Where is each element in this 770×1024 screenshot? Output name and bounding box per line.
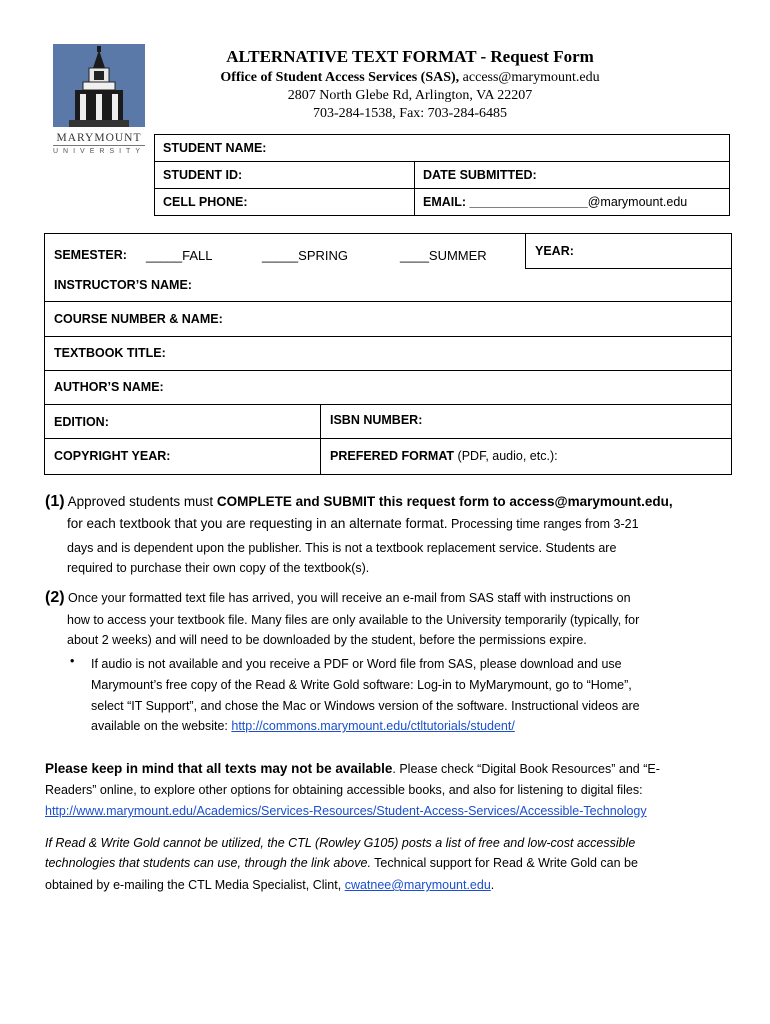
- note-2-italic-b: technologies that students can use, through the link above.: [45, 856, 371, 870]
- row-divider: [44, 370, 732, 371]
- instruction-2-text-a: Once your formatted text file has arrived, you will receive an e-mail from SAS staff with instructions on: [64, 591, 631, 605]
- note-2-end: .: [490, 878, 495, 892]
- preferred-format-label: PREFERED FORMAT: [330, 449, 455, 463]
- year-divider: [525, 233, 526, 269]
- date-submitted-field[interactable]: [414, 161, 730, 189]
- note-1-line-a: [45, 758, 735, 780]
- preferred-format-hint: (PDF, audio, etc.):: [454, 449, 558, 463]
- email-blank: _________________: [469, 195, 588, 209]
- bullet-text-d: available on the website:: [91, 719, 232, 733]
- instruction-1-text-e: days and is dependent upon the publisher. This is not a textbook replacement service. Students are: [67, 541, 617, 555]
- semester-label: SEMESTER:: [54, 248, 127, 262]
- cell-phone-field[interactable]: [154, 188, 415, 216]
- author-name-field[interactable]: AUTHOR’S NAME:: [54, 380, 164, 394]
- semester-summer-option[interactable]: ____SUMMER: [400, 248, 487, 263]
- university-logo: [53, 44, 145, 164]
- note-2-italic-a: If Read & Write Gold cannot be utilized, the CTL (Rowley G105) posts a list of free and low-cost accessible: [45, 836, 636, 850]
- preferred-format-field[interactable]: [330, 449, 558, 463]
- row-divider: [44, 336, 732, 337]
- tower-icon: [53, 44, 145, 127]
- form-title: ALTERNATIVE TEXT FORMAT - Request Form: [226, 47, 594, 66]
- note-1-bold: Please keep in mind that all texts may not be available: [45, 761, 393, 776]
- instruction-1-bold: COMPLETE and SUBMIT this request form to access@marymount.edu,: [216, 494, 673, 509]
- address-line: 2807 North Glebe Rd, Arlington, VA 22207: [287, 88, 533, 103]
- logo-wordmark: MARYMOUNT: [56, 132, 142, 144]
- note-1-text-b: Readers” online, to explore other options for obtaining accessible books, and also for listening to digital files:: [45, 783, 643, 797]
- year-bottom-rule: [525, 268, 732, 269]
- note-2-text-a: Technical support for Read & Write Gold can be: [370, 856, 638, 870]
- logo-subtitle: UNIVERSITY: [53, 148, 146, 155]
- instruction-1-text-d: Processing time ranges from 3-21: [447, 517, 639, 531]
- email-domain: @marymount.edu: [587, 195, 688, 209]
- email-field[interactable]: [414, 188, 730, 216]
- column-divider: [320, 404, 321, 475]
- date-submitted-label: DATE SUBMITTED:: [423, 168, 537, 182]
- isbn-number-field[interactable]: ISBN NUMBER:: [330, 413, 423, 427]
- course-number-field[interactable]: COURSE NUMBER & NAME:: [54, 312, 223, 326]
- bullet-text-c: select “IT Support”, and chose the Mac or Windows version of the software. Instructional videos are: [91, 699, 640, 713]
- tutorials-link[interactable]: http://commons.marymount.edu/ctltutorials/student/: [231, 719, 515, 733]
- bullet-line-d: [91, 716, 751, 737]
- instructor-name-field[interactable]: INSTRUCTOR’S NAME:: [54, 278, 192, 292]
- instruction-2: [45, 587, 745, 609]
- student-id-field[interactable]: [154, 161, 415, 189]
- accessible-technology-link[interactable]: http://www.marymount.edu/Academics/Services-Resources/Student-Access-Services/Accessible-Technology: [45, 804, 647, 818]
- phone-line: 703-284-1538, Fax: 703-284-6485: [312, 106, 508, 121]
- copyright-year-field[interactable]: COPYRIGHT YEAR:: [54, 449, 171, 463]
- cell-phone-label: CELL PHONE:: [163, 195, 248, 209]
- email-label: EMAIL:: [423, 195, 470, 209]
- instruction-1-text-f: required to purchase their own copy of the textbook(s).: [67, 561, 370, 575]
- semester-spring-option[interactable]: _____SPRING: [262, 248, 348, 263]
- year-field[interactable]: YEAR:: [535, 244, 574, 258]
- instruction-1-cont: [67, 514, 727, 535]
- edition-field[interactable]: EDITION:: [54, 415, 109, 429]
- instruction-2-text-c: about 2 weeks) and will need to be downloaded by the student, before the permissions expire.: [67, 633, 587, 647]
- office-line: [150, 70, 670, 86]
- textbook-title-field[interactable]: TEXTBOOK TITLE:: [54, 346, 166, 360]
- student-name-field[interactable]: [154, 134, 730, 162]
- note-2-line-c: [45, 874, 735, 896]
- instruction-1-text-c: for each textbook that you are requesting in an alternate format.: [67, 516, 448, 531]
- instruction-2-number: (2): [45, 589, 65, 606]
- semester-fall-option[interactable]: _____FALL: [146, 248, 213, 263]
- student-name-label: STUDENT NAME:: [163, 141, 267, 155]
- bullet-text-b: Marymount’s free copy of the Read & Write Gold software: Log-in to MyMarymount, go to “Home”,: [91, 678, 632, 692]
- instruction-1-text-a: Approved students must: [64, 494, 217, 509]
- row-divider: [44, 301, 732, 302]
- office-name: Office of Student Access Services (SAS),: [220, 70, 460, 85]
- row-divider: [44, 404, 732, 405]
- note-2-line-b: [45, 852, 735, 874]
- instruction-1: [45, 491, 745, 513]
- note-2-text-b: obtained by e-mailing the CTL Media Specialist, Clint,: [45, 878, 345, 892]
- logo-rule: [53, 145, 145, 146]
- bullet-text-a: If audio is not available and you receive a PDF or Word file from SAS, please download and use: [91, 657, 622, 671]
- media-specialist-email-link[interactable]: cwatnee@marymount.edu: [344, 878, 491, 892]
- bullet-icon: •: [70, 654, 75, 668]
- student-id-label: STUDENT ID:: [163, 168, 243, 182]
- instruction-2-text-b: how to access your textbook file. Many files are only available to the University temporarily (typically, for: [67, 613, 640, 627]
- row-divider: [44, 438, 732, 439]
- office-email: access@marymount.edu: [459, 70, 600, 85]
- instruction-1-number: (1): [45, 493, 65, 510]
- note-1-text-a: . Please check “Digital Book Resources” and “E-: [392, 762, 660, 776]
